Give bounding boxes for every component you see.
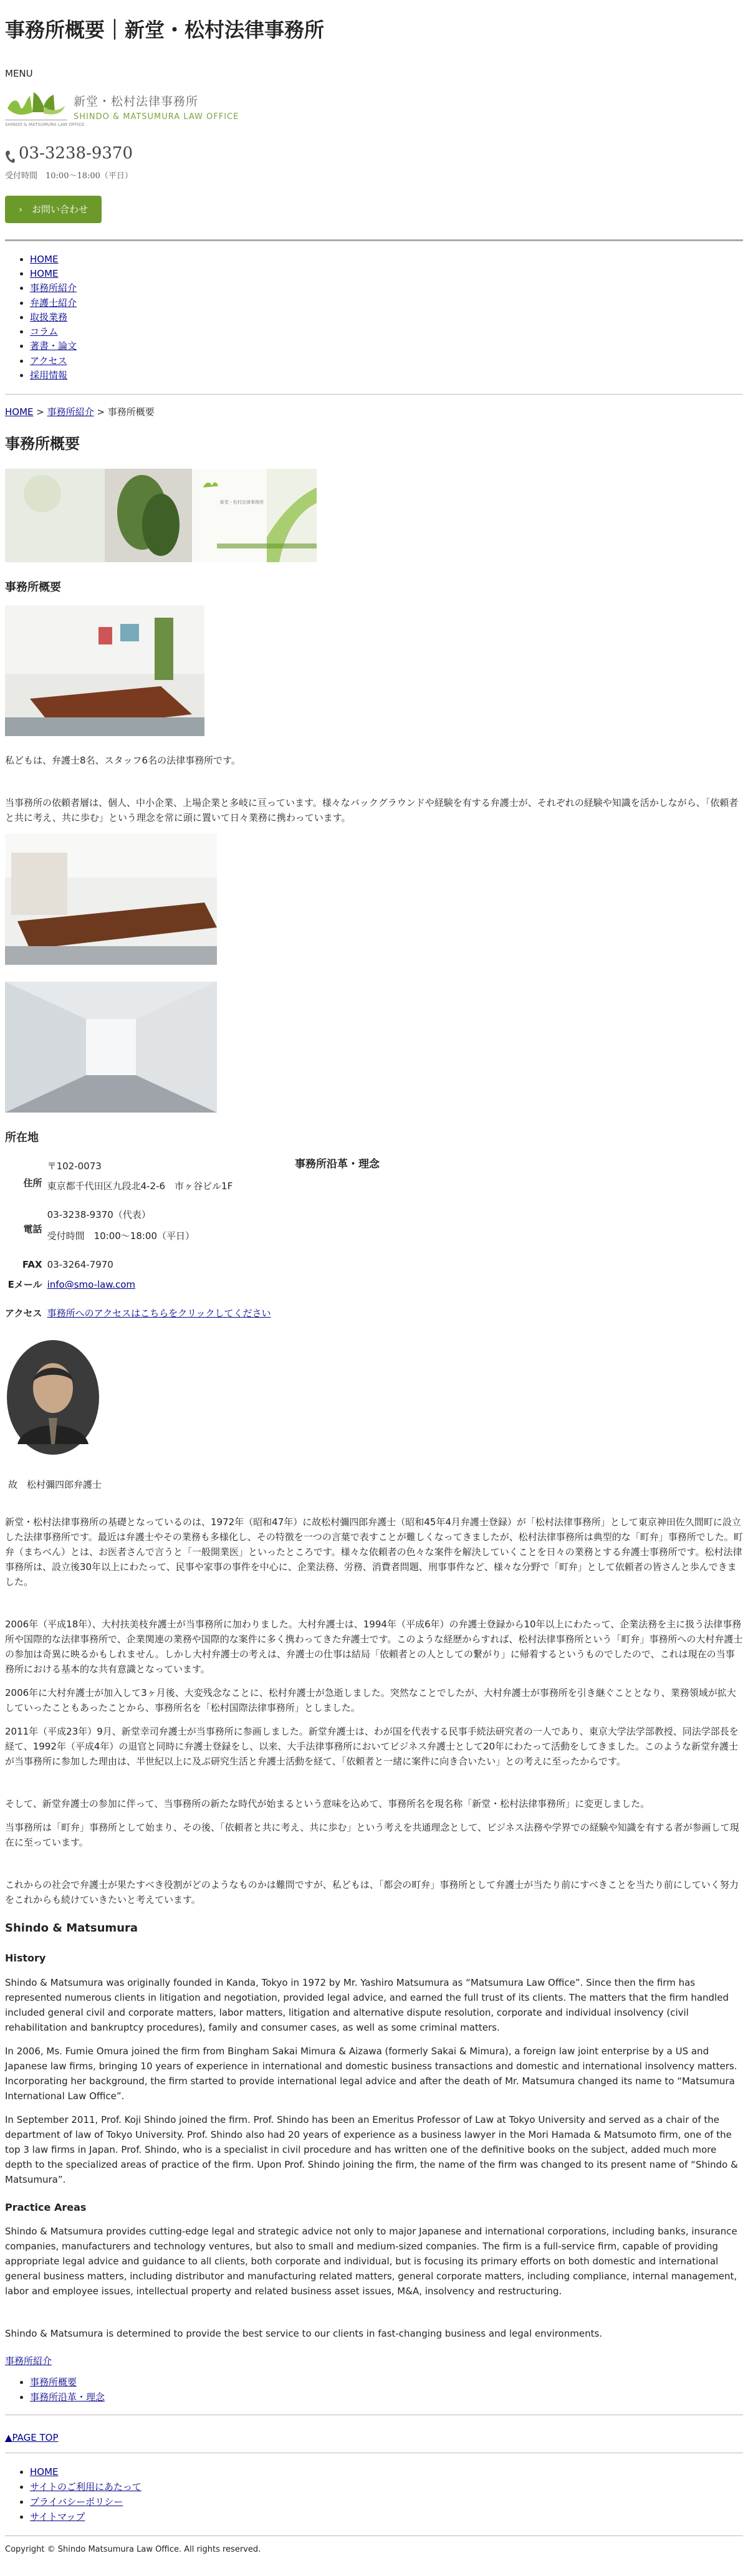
en-text-3: In September 2011, Prof. Koji Shindo joined the firm. Prof. Shindo has been an Emeritus Professor of Law at Tokyo University and served as a chair of the department of law of Tokyo University. Prof. Shindo also had 20 years of experience as a business lawyer in the Mori Hamada & Matsumoto firm, one of the top 3 law firms in Japan. Prof. Shindo, who is a specialist in civil procedure and has written one of the definitive books on the subject, added much more depth to the specialized areas of practice of the firm. Upon Prof. Shindo joining the firm, the name of the firm was changed to its present name of “Shindo & Matsumura”. (5, 2114, 738, 2185)
en-text-5: Shindo & Matsumura is determined to provide the best service to our clients in fast-changing business and legal environments. (5, 2328, 603, 2340)
list-item (30, 2509, 743, 2524)
divider (5, 239, 743, 241)
nav-link-recruit[interactable]: 採用情報 (30, 369, 68, 381)
tel-label: 電話 (23, 1223, 42, 1235)
email-label: Eメール (7, 1279, 42, 1291)
nav-item-access (30, 354, 743, 368)
history-text-4: 2011年（平成23年）9月、新堂幸司弁護士が当事務所に参画しました。新堂弁護士は、わが国を代表する民事手続法研究者の一人であり、東京大学法学部教授、同法学部長を経て、1992年（平成4年）の退官と同時に弁護士登録をし、以来、大手法律事務所においてビジネス弁護士として20年にわたって活動をしてきました。このような新堂弁護士が当事務所に参加した理由は、半世紀以上に及ぶ研究生活と弁護士活動を経て、「依頼者と一緒に案件に向き合いたい」との考えに至ったからです。 (5, 1726, 739, 1768)
breadcrumb-parent[interactable]: 事務所紹介 (47, 406, 94, 418)
fax-label: FAX (22, 1259, 42, 1271)
en-text-4: Shindo & Matsumura provides cutting-edge legal and strategic advice not only to major Japanese and international corporations, including banks, insurance companies, manufacturers and technology ventures, but also to small and medium-sized companies. The firm is a full-service firm, capable of providing appropriate legal advice and guidance to all clients, both corporate and individual, but is focusing its primary efforts on both domestic and international general business matters, including distributor and manufacturing related matters, general corporate matters, including compliance, internal management, labor and employee issues, intellectual property and related business asset issues, M&A, insolvency and restructuring. (5, 2226, 737, 2297)
site-title: 事務所概要｜新堂・松村法律事務所 (5, 18, 325, 42)
sub-link-history[interactable]: 事務所沿革・理念 (30, 2392, 105, 2403)
breadcrumb-current: 事務所概要 (107, 406, 155, 418)
banner-caption: 新堂・松村法律事務所 (220, 499, 264, 505)
history-text-3: 2006年に大村弁護士が加入して3ヶ月後、大変残念なことに、松村弁護士が急逝しました。突然なことでしたが、大村弁護士が事務所を引き継ぐこととなり、業務領域が拡大していったこともあったことから、事務所名を「松村国際法律事務所」としました。 (5, 1687, 736, 1714)
breadcrumb-home[interactable]: HOME (5, 406, 34, 418)
section-heading-history-en: History (5, 1952, 46, 1965)
conference-room-photo (5, 605, 743, 740)
address-zip: 〒102-0073 (47, 1161, 102, 1172)
table-row (5, 1246, 271, 1275)
tel-hours: 受付時間 10:00～18:00（平日） (47, 1230, 195, 1242)
address-line: 東京都千代田区九段北4-2-6 市ヶ谷ビル1F (47, 1180, 233, 1192)
phone-number[interactable] (5, 141, 743, 167)
phone-text: 03-3238-9370 (19, 143, 133, 163)
list-item (30, 2494, 743, 2509)
nav-link-publications[interactable]: 著書・論文 (30, 340, 77, 352)
history-text-1: 新堂・松村法律事務所の基礎となっているのは、1972年（昭和47年）に故松村彌四郎弁護士（昭和45年4月弁護士登録）が「松村法律事務所」として東京神田佐久間町に設立した法律事務所です。最近は弁護士やその業務も多様化し、その特徴を一つの言葉で表すことが難しくなってきましたが、松村法律事務所は典型的な「町弁」事務所でした。町弁（まちべん）とは、お医者さんで言うと「一般開業医」といったところです。様々な依頼者の色々な案件を解決していくことを日々の業務とする弁護士事務所です。松村法律事務所は、設立後30年以上にわたって、民事や家事の事件を中心に、企業法務、労務、消費者問題、刑事事件など、様々な分野で「町弁」として依頼者の皆さんと歩んできました。 (5, 1516, 743, 1588)
section-heading-practice-en: Practice Areas (5, 2201, 87, 2213)
location-block (5, 1156, 743, 1323)
fax-value: 03-3264-7970 (47, 1259, 113, 1271)
intro-text-1: 私どもは、弁護士8名、スタッフ6名の法律事務所です。 (5, 755, 241, 767)
en-text-2: In 2006, Ms. Fumie Omura joined the firm from Bingham Sakai Mimura & Aizawa (formerly Sakai & Mimura), a foreign law joint enterprise by a US and Japanese law firms, bringing 10 years of experience in international and domestic business transactions and domestic and international insolvency matters. Incorporating her background, the firm started to provide international legal advice and after the death of Mr. Matsumura changed its name to “Matsumura International Law Office”. (5, 2045, 737, 2102)
history-text-6: 当事務所は「町弁」事務所として始まり、その後、「依頼者と共に考え、共に歩む」という考えを共通理念として、ビジネス法務や学界での経験や知識を有する者が参画して現在に至っています。 (5, 1822, 739, 1849)
nav-item-home-2 (30, 267, 743, 281)
footer-link-sitemap[interactable]: サイトマップ (30, 2511, 85, 2523)
table-row (5, 1156, 271, 1196)
menu-button[interactable]: MENU (5, 67, 33, 79)
list-item (30, 2390, 743, 2405)
nav-link-home[interactable]: HOME (30, 253, 59, 265)
copyright: Copyright © Shindo Matsumura Law Office. All rights reserved. (5, 2545, 261, 2555)
phone-icon (5, 146, 15, 160)
section-heading-overview: 事務所概要 (5, 580, 61, 594)
list-item (30, 2464, 743, 2479)
history-text-2: 2006年（平成18年）、大村扶美枝弁護士が当事務所に加わりました。大村弁護士は、1994年（平成6年）の弁護士登録から10年以上にわたって、企業法務を主に扱う法律事務所や国際的な法律事務所で、企業関連の業務や国際的な案件に多く携わってきた弁護士です。このような経歴からすれば、松村法律事務所という「町弁」事務所への大村弁護士の参加は奇異に映るかもしれません。しかし大村弁護士の考えは、弁護士の仕事は結局「依頼者との人としての繋がり」に帰着するというものでしたので、これは現在の当事務所における基本的な共有意識となっています。 (5, 1619, 743, 1675)
nav-item-publications (30, 339, 743, 353)
office-info-table (5, 1156, 271, 1323)
site-footer (5, 2464, 743, 2557)
nav-item-column (30, 325, 743, 339)
access-link[interactable]: 事務所へのアクセスはこちらをクリックしてください (47, 1308, 271, 1319)
breadcrumb: HOME > 事務所紹介 > 事務所概要 (5, 406, 155, 418)
access-label: アクセス (5, 1308, 42, 1319)
nav-link-column[interactable]: コラム (30, 326, 58, 338)
meeting-room-photo (5, 834, 743, 969)
table-row (5, 1196, 271, 1246)
nav-link-home-2[interactable]: HOME (30, 268, 59, 280)
en-text-1: Shindo & Matsumura was originally founded in Kanda, Tokyo in 1972 by Mr. Yashiro Matsumura as “Matsumura Law Office”. Since then the firm has represented numerous clients in litigation and negotiation, provided legal advice, and earned the full trust of its clients. The matters that the firm handled included general civil and corporate matters, labor matters, litigation and alternative dispute resolution, corporate and individual insolvency (civil rehabilitation and bankruptcy procedures), family and consumer cases, as well as some criminal matters. (5, 1976, 729, 2033)
logo-name-jp: 新堂・松村法律事務所 (74, 95, 199, 108)
page-title: 事務所概要 (5, 435, 80, 453)
business-hours: 受付時間 10:00～18:00（平日） (5, 171, 133, 181)
sub-link-overview[interactable]: 事務所概要 (30, 2377, 77, 2388)
contact-button[interactable] (5, 196, 102, 223)
history-text-7: これからの社会で弁護士が果たすべき役割がどのようなものかは難問ですが、私どもは、「都会の町弁」事務所として弁護士が当たり前にすべきことを当たり前にしていく努力をこれからも続けていきたいと考えています。 (5, 1879, 739, 1906)
section-heading-en: Shindo & Matsumura (5, 1922, 138, 1935)
logo-name-en: SHINDO & MATSUMURA LAW OFFICE (74, 112, 239, 122)
main-content (5, 432, 743, 2405)
section-heading-location: 所在地 (5, 1131, 39, 1145)
arrow-right-icon: › (19, 203, 32, 215)
site-header (5, 17, 743, 239)
hallway-photo (5, 982, 743, 1117)
email-link[interactable]: info@smo-law.com (47, 1279, 136, 1291)
intro-text-2: 当事務所の依頼者層は、個人、中小企業、上場企業と多岐に亘っています。様々なバックグラウンドや経験を有する弁護士が、それぞれの経験や知識を活かしながら、「依頼者と共に考え、共に歩む」という理念を常に頭に置いて日々業務に携わっています。 (5, 797, 739, 824)
history-caption: 事務所沿革・理念 (295, 1158, 380, 1171)
nav-link-lawyers[interactable]: 弁護士紹介 (30, 297, 77, 309)
banner-image (5, 469, 743, 567)
nav-item-home (30, 252, 743, 267)
list-item (30, 2479, 743, 2494)
page-top-link[interactable]: ▲PAGE TOP (5, 2432, 59, 2444)
logo-mark-icon (5, 87, 85, 130)
nav-link-office[interactable]: 事務所紹介 (30, 282, 77, 294)
history-text-5: そして、新堂弁護士の参加に伴って、当事務所の新たな時代が始まるという意味を込めて、事務所名を現名称「新堂・松村法律事務所」に変更しました。 (5, 1798, 650, 1810)
nav-link-access[interactable]: アクセス (30, 355, 67, 366)
main-nav (5, 252, 743, 383)
nav-item-lawyers (30, 296, 743, 310)
tel-value[interactable]: 03-3238-9370（代表） (47, 1209, 151, 1221)
divider (5, 2535, 743, 2536)
nav-item-practice (30, 310, 743, 325)
portrait-caption: 故 松村彌四郎弁護士 (7, 1479, 102, 1491)
logo-small-text: SHINDO & MATSUMURA LAW OFFICE (5, 122, 85, 127)
logo[interactable] (5, 87, 743, 130)
sub-section (5, 2353, 743, 2405)
address-label: 住所 (23, 1177, 42, 1189)
footer-link-privacy[interactable]: プライバシーポリシー (30, 2496, 123, 2508)
footer-link-home[interactable]: HOME (30, 2466, 59, 2478)
portrait-photo (5, 1338, 743, 1461)
footer-link-terms[interactable]: サイトのご利用にあたって (30, 2481, 141, 2493)
sub-section-link[interactable]: 事務所紹介 (5, 2355, 52, 2367)
nav-item-office (30, 281, 743, 295)
table-row (5, 1275, 271, 1295)
contact-button-label: お問い合わせ (32, 203, 89, 215)
nav-link-practice[interactable]: 取扱業務 (30, 311, 68, 323)
nav-item-recruit (30, 368, 743, 383)
table-row (5, 1295, 271, 1323)
list-item (30, 2375, 743, 2390)
divider (5, 394, 743, 395)
